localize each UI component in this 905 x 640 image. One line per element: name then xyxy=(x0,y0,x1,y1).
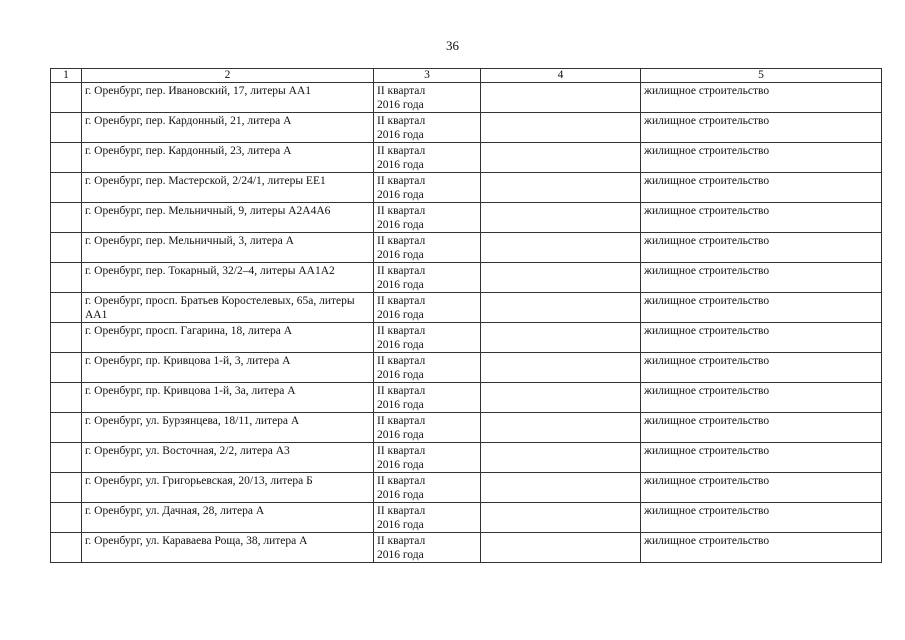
purpose-cell: жилищное строительство xyxy=(641,173,882,203)
table-row xyxy=(51,143,882,173)
term-quarter: II квартал xyxy=(377,235,426,247)
purpose-cell: жилищное строительство xyxy=(641,113,882,143)
term-cell xyxy=(374,293,481,323)
term-quarter: II квартал xyxy=(377,445,426,457)
term-quarter: II квартал xyxy=(377,145,426,157)
column-4-cell xyxy=(481,143,641,173)
table-row xyxy=(51,383,882,413)
term-quarter: II квартал xyxy=(377,475,426,487)
column-4-cell xyxy=(481,113,641,143)
row-number-cell xyxy=(51,83,82,113)
column-header-4: 4 xyxy=(481,69,641,83)
row-number-cell xyxy=(51,323,82,353)
term-year: 2016 года xyxy=(377,339,424,351)
row-number-cell xyxy=(51,413,82,443)
address-cell: г. Оренбург, пер. Мастерской, 2/24/1, литеры ЕЕ1 xyxy=(82,173,374,203)
table-row xyxy=(51,323,882,353)
page-number: 36 xyxy=(446,38,459,53)
row-number-cell xyxy=(51,263,82,293)
column-4-cell xyxy=(481,293,641,323)
address-cell: г. Оренбург, ул. Караваева Роща, 38, литера А xyxy=(82,533,374,563)
purpose-cell: жилищное строительство xyxy=(641,263,882,293)
table-row xyxy=(51,203,882,233)
term-quarter: II квартал xyxy=(377,205,426,217)
row-number-cell xyxy=(51,383,82,413)
term-year: 2016 года xyxy=(377,429,424,441)
term-year: 2016 года xyxy=(377,489,424,501)
table-row xyxy=(51,443,882,473)
term-year: 2016 года xyxy=(377,309,424,321)
term-year: 2016 года xyxy=(377,459,424,471)
term-year: 2016 года xyxy=(377,519,424,531)
row-number-cell xyxy=(51,203,82,233)
term-cell xyxy=(374,233,481,263)
land-plots-table xyxy=(50,68,882,563)
column-4-cell xyxy=(481,383,641,413)
address-cell: г. Оренбург, пер. Кардонный, 23, литера А xyxy=(82,143,374,173)
column-4-cell xyxy=(481,533,641,563)
term-quarter: II квартал xyxy=(377,85,426,97)
term-year: 2016 года xyxy=(377,369,424,381)
purpose-cell: жилищное строительство xyxy=(641,383,882,413)
row-number-cell xyxy=(51,233,82,263)
term-cell xyxy=(374,473,481,503)
term-cell xyxy=(374,503,481,533)
term-quarter: II квартал xyxy=(377,385,426,397)
term-cell xyxy=(374,143,481,173)
address-cell: г. Оренбург, просп. Братьев Коростелевых, 65а, литеры АА1 xyxy=(82,293,374,323)
term-cell xyxy=(374,203,481,233)
purpose-cell: жилищное строительство xyxy=(641,293,882,323)
table-row xyxy=(51,413,882,443)
purpose-cell: жилищное строительство xyxy=(641,203,882,233)
column-header-3: 3 xyxy=(374,69,481,83)
table-row xyxy=(51,83,882,113)
term-quarter: II квартал xyxy=(377,535,426,547)
column-4-cell xyxy=(481,83,641,113)
term-quarter: II квартал xyxy=(377,295,426,307)
table-row xyxy=(51,293,882,323)
term-cell xyxy=(374,263,481,293)
term-year: 2016 года xyxy=(377,549,424,561)
term-quarter: II квартал xyxy=(377,115,426,127)
row-number-cell xyxy=(51,293,82,323)
column-4-cell xyxy=(481,443,641,473)
term-cell xyxy=(374,443,481,473)
column-4-cell xyxy=(481,233,641,263)
address-cell: г. Оренбург, пр. Кривцова 1-й, 3а, литера А xyxy=(82,383,374,413)
table-row xyxy=(51,503,882,533)
column-4-cell xyxy=(481,413,641,443)
purpose-cell: жилищное строительство xyxy=(641,143,882,173)
term-year: 2016 года xyxy=(377,249,424,261)
term-quarter: II квартал xyxy=(377,505,426,517)
row-number-cell xyxy=(51,473,82,503)
row-number-cell xyxy=(51,113,82,143)
term-cell xyxy=(374,383,481,413)
table-header-row xyxy=(51,69,882,83)
column-4-cell xyxy=(481,203,641,233)
term-cell xyxy=(374,533,481,563)
address-cell: г. Оренбург, пер. Мельничный, 3, литера А xyxy=(82,233,374,263)
address-cell: г. Оренбург, пер. Токарный, 32/2–4, литеры АА1А2 xyxy=(82,263,374,293)
purpose-cell: жилищное строительство xyxy=(641,533,882,563)
column-4-cell xyxy=(481,473,641,503)
term-cell xyxy=(374,173,481,203)
purpose-cell: жилищное строительство xyxy=(641,233,882,263)
column-4-cell xyxy=(481,263,641,293)
table-row xyxy=(51,233,882,263)
purpose-cell: жилищное строительство xyxy=(641,473,882,503)
term-year: 2016 года xyxy=(377,189,424,201)
term-year: 2016 года xyxy=(377,279,424,291)
address-cell: г. Оренбург, просп. Гагарина, 18, литера А xyxy=(82,323,374,353)
column-4-cell xyxy=(481,503,641,533)
column-header-5: 5 xyxy=(641,69,882,83)
term-cell xyxy=(374,83,481,113)
address-cell: г. Оренбург, ул. Бурзянцева, 18/11, литера А xyxy=(82,413,374,443)
table-row xyxy=(51,173,882,203)
table-body xyxy=(51,83,882,563)
term-year: 2016 года xyxy=(377,399,424,411)
term-cell xyxy=(374,353,481,383)
purpose-cell: жилищное строительство xyxy=(641,83,882,113)
table-row xyxy=(51,353,882,383)
address-cell: г. Оренбург, ул. Григорьевская, 20/13, литера Б xyxy=(82,473,374,503)
purpose-cell: жилищное строительство xyxy=(641,413,882,443)
table-row xyxy=(51,473,882,503)
row-number-cell xyxy=(51,143,82,173)
term-cell xyxy=(374,113,481,143)
term-quarter: II квартал xyxy=(377,355,426,367)
purpose-cell: жилищное строительство xyxy=(641,323,882,353)
address-cell: г. Оренбург, пер. Кардонный, 21, литера А xyxy=(82,113,374,143)
term-year: 2016 года xyxy=(377,219,424,231)
row-number-cell xyxy=(51,503,82,533)
term-quarter: II квартал xyxy=(377,325,426,337)
column-header-2: 2 xyxy=(82,69,374,83)
term-quarter: II квартал xyxy=(377,265,426,277)
address-cell: г. Оренбург, пр. Кривцова 1-й, 3, литера А xyxy=(82,353,374,383)
column-4-cell xyxy=(481,353,641,383)
row-number-cell xyxy=(51,173,82,203)
row-number-cell xyxy=(51,443,82,473)
row-number-cell xyxy=(51,353,82,383)
table-row xyxy=(51,113,882,143)
column-4-cell xyxy=(481,173,641,203)
address-cell: г. Оренбург, пер. Ивановский, 17, литеры АА1 xyxy=(82,83,374,113)
term-year: 2016 года xyxy=(377,129,424,141)
column-header-1: 1 xyxy=(51,69,82,83)
address-cell: г. Оренбург, ул. Дачная, 28, литера А xyxy=(82,503,374,533)
table-row xyxy=(51,263,882,293)
term-quarter: II квартал xyxy=(377,415,426,427)
table-row xyxy=(51,533,882,563)
row-number-cell xyxy=(51,533,82,563)
purpose-cell: жилищное строительство xyxy=(641,503,882,533)
term-cell xyxy=(374,413,481,443)
term-quarter: II квартал xyxy=(377,175,426,187)
term-year: 2016 года xyxy=(377,159,424,171)
purpose-cell: жилищное строительство xyxy=(641,443,882,473)
purpose-cell: жилищное строительство xyxy=(641,353,882,383)
term-cell xyxy=(374,323,481,353)
column-4-cell xyxy=(481,323,641,353)
term-year: 2016 года xyxy=(377,99,424,111)
address-cell: г. Оренбург, ул. Восточная, 2/2, литера А3 xyxy=(82,443,374,473)
address-cell: г. Оренбург, пер. Мельничный, 9, литеры А2А4А6 xyxy=(82,203,374,233)
